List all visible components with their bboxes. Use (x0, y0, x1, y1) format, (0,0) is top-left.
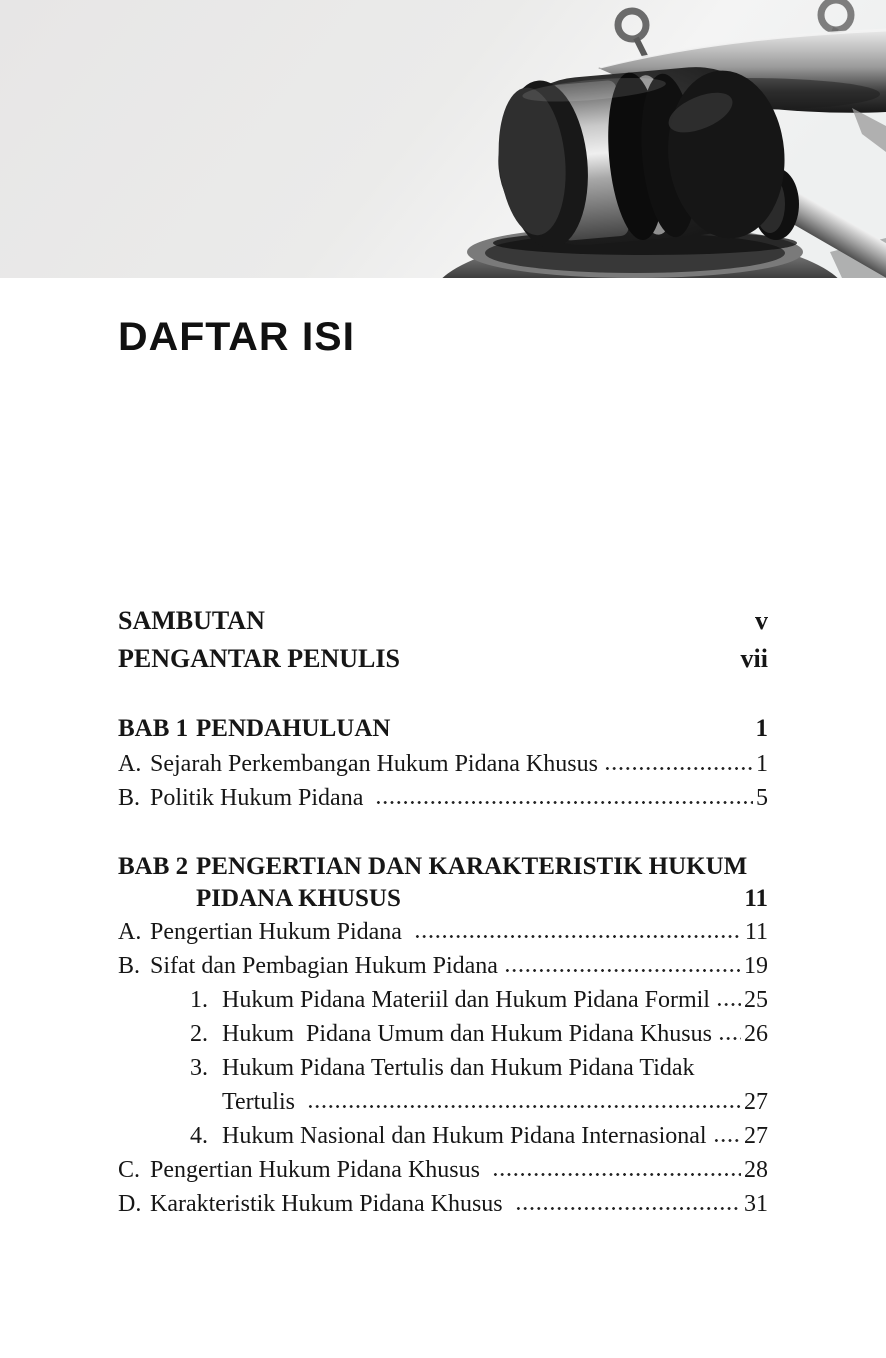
toc-entry-text: Pengertian Hukum Pidana (150, 919, 408, 945)
toc-entry-marker: 1. (190, 987, 208, 1013)
toc-entry-marker: D. (118, 1191, 142, 1217)
indent (190, 1085, 222, 1119)
toc-page (0, 314, 886, 1221)
dot-leader (515, 1187, 741, 1221)
toc-chapter-label: BAB 2 (118, 853, 189, 880)
spacer (390, 710, 755, 747)
toc-entry-marker: A. (118, 919, 142, 945)
toc-entry-page: 26 (744, 1021, 768, 1047)
toc-sub-entry (190, 1017, 768, 1051)
toc-front-matter-row (118, 602, 768, 640)
toc-chapter (118, 851, 768, 1221)
dot-leader (307, 1085, 741, 1119)
toc-entry (118, 1153, 768, 1187)
toc-entry-text: Hukum Pidana Umum dan Hukum Pidana Khusus (222, 1021, 712, 1047)
toc-entry-page: 1 (756, 751, 768, 777)
toc-chapter-heading (118, 710, 768, 747)
toc-entry-marker: 3. (190, 1055, 208, 1081)
toc-entry-marker: 2. (190, 1021, 208, 1047)
toc-sub-entry (190, 1051, 768, 1085)
toc-front-matter-row (118, 640, 768, 678)
toc-entry-marker: B. (118, 953, 141, 979)
toc-chapter-page: 11 (744, 885, 768, 912)
dot-leader (604, 747, 753, 781)
toc-entry-marker: C. (118, 1157, 141, 1183)
toc-front-matter-label: PENGANTAR PENULIS (118, 644, 400, 673)
toc-entry-text: Hukum Pidana Materiil dan Hukum Pidana Formil (222, 987, 710, 1013)
toc-entry (118, 1187, 768, 1221)
toc-entry (118, 747, 768, 781)
toc-chapter-title-line1: PENGERTIAN DAN KARAKTERISTIK HUKUM (196, 853, 748, 880)
toc-front-matter-label: SAMBUTAN (118, 606, 265, 635)
table-of-contents (118, 602, 768, 1221)
toc-entry-text: Politik Hukum Pidana (150, 785, 370, 811)
dot-leader (504, 949, 741, 983)
toc-entry-page: 25 (744, 987, 768, 1013)
dot-leader (414, 915, 742, 949)
toc-entry-page: 11 (744, 919, 768, 945)
toc-entry (118, 949, 768, 983)
toc-entry-page: 19 (744, 953, 768, 979)
toc-entry-text: Tertulis (222, 1089, 301, 1115)
toc-sub-entry-continuation (190, 1085, 768, 1119)
toc-chapter-title: PENDAHULUAN (196, 715, 391, 742)
toc-entry (118, 781, 768, 815)
toc-chapter-heading-line2 (118, 883, 768, 915)
page-title: DAFTAR ISI (118, 314, 356, 359)
toc-entry-page: 28 (744, 1157, 768, 1183)
toc-entry-page: 5 (756, 785, 768, 811)
toc-front-matter-page: vii (740, 644, 768, 673)
toc-entry-marker: 4. (190, 1123, 208, 1149)
toc-entry-text: Sejarah Perkembangan Hukum Pidana Khusus (150, 751, 598, 777)
toc-chapter (118, 710, 768, 815)
toc-entry-page: 27 (744, 1089, 768, 1115)
toc-chapter-heading (118, 851, 768, 883)
dot-leader (713, 1119, 741, 1153)
gavel-illustration (491, 60, 791, 258)
toc-entry-page: 27 (744, 1123, 768, 1149)
toc-sub-entry (190, 1119, 768, 1153)
toc-sub-entry (190, 983, 768, 1017)
toc-entry (118, 915, 768, 949)
spacer (401, 883, 744, 915)
toc-entry-marker: B. (118, 785, 141, 811)
toc-entry-text: Hukum Nasional dan Hukum Pidana Internasional (222, 1123, 707, 1149)
toc-entry-marker: A. (118, 751, 142, 777)
toc-entry-text: Hukum Pidana Tertulis dan Hukum Pidana Tidak (222, 1055, 695, 1081)
header-photo (0, 0, 886, 278)
indent (118, 883, 196, 915)
dot-leader (375, 781, 753, 815)
dot-leader (718, 1017, 741, 1051)
gavel-and-scales-illustration (0, 0, 886, 278)
toc-front-matter-page: v (755, 606, 768, 635)
dot-leader (492, 1153, 741, 1187)
dot-leader (716, 983, 741, 1017)
toc-chapter-label: BAB 1 (118, 715, 189, 742)
toc-entry-text: Pengertian Hukum Pidana Khusus (150, 1157, 486, 1183)
toc-entry-text: Karakteristik Hukum Pidana Khusus (150, 1191, 509, 1217)
toc-entry-page: 31 (744, 1191, 768, 1217)
toc-chapter-title-line2: PIDANA KHUSUS (196, 885, 401, 912)
toc-chapter-page: 1 (755, 715, 768, 742)
toc-entry-text: Sifat dan Pembagian Hukum Pidana (150, 953, 498, 979)
